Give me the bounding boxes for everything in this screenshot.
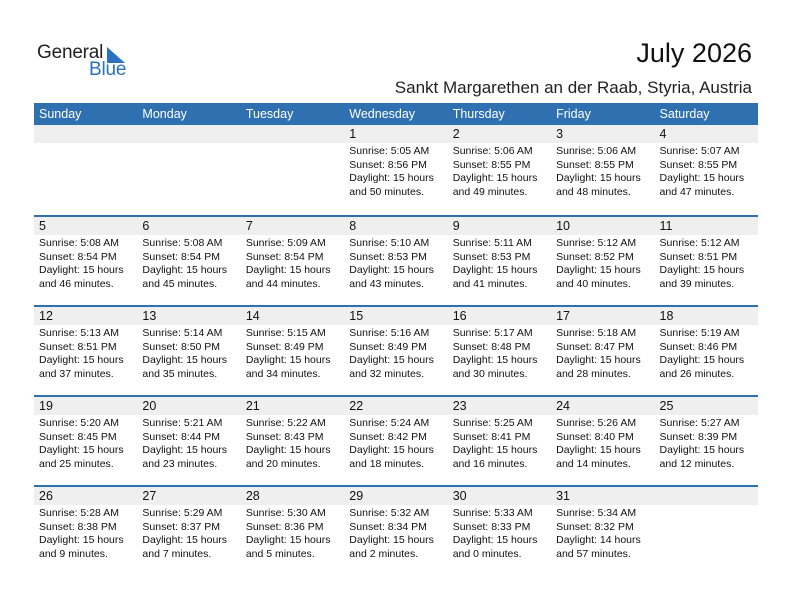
sunrise-text: Sunrise: 5:29 AM bbox=[142, 507, 223, 519]
day-number: 4 bbox=[659, 127, 667, 141]
minutes-text: and 37 minutes. bbox=[39, 367, 114, 380]
daylight-text: Daylight: 15 hours bbox=[349, 444, 434, 456]
day-number: 23 bbox=[452, 399, 467, 413]
day-cell bbox=[551, 143, 654, 199]
day-info-row bbox=[34, 505, 758, 561]
sunset-text: Sunset: 8:32 PM bbox=[556, 520, 634, 533]
day-number: 15 bbox=[349, 309, 364, 323]
day-cell bbox=[241, 415, 344, 471]
day-cell bbox=[344, 415, 447, 471]
day-cell bbox=[241, 235, 344, 291]
daylight-text: Daylight: 15 hours bbox=[556, 444, 641, 456]
day-number: 31 bbox=[556, 489, 571, 503]
sunset-text: Sunset: 8:54 PM bbox=[142, 250, 221, 263]
sunset-text: Sunset: 8:40 PM bbox=[556, 430, 634, 443]
location-subtitle: Sankt Margarethen an der Raab, Styria, Austria bbox=[394, 78, 752, 97]
sunset-text: Sunset: 8:51 PM bbox=[659, 250, 738, 263]
minutes-text: and 30 minutes. bbox=[452, 367, 528, 380]
daylight-text: Daylight: 15 hours bbox=[556, 172, 641, 184]
weekday-header-tuesday: Tuesday bbox=[245, 107, 294, 121]
daylight-text: Daylight: 15 hours bbox=[245, 534, 331, 546]
day-info-row bbox=[34, 143, 758, 199]
daylight-text: Daylight: 15 hours bbox=[349, 534, 434, 546]
day-cell bbox=[551, 235, 654, 291]
day-number: 25 bbox=[659, 399, 674, 413]
weekday-header-saturday: Saturday bbox=[659, 107, 710, 121]
day-number: 14 bbox=[245, 309, 260, 323]
sunset-text: Sunset: 8:53 PM bbox=[452, 250, 531, 263]
day-number: 6 bbox=[142, 219, 150, 233]
minutes-text: and 46 minutes. bbox=[39, 277, 114, 290]
sunset-text: Sunset: 8:53 PM bbox=[349, 250, 427, 263]
day-number: 19 bbox=[39, 399, 53, 413]
day-number: 22 bbox=[349, 399, 364, 413]
weekday-header-row bbox=[34, 103, 758, 125]
sunset-text: Sunset: 8:46 PM bbox=[659, 340, 738, 353]
daylight-text: Daylight: 15 hours bbox=[39, 444, 124, 456]
daylight-text: Daylight: 14 hours bbox=[556, 534, 641, 546]
daylight-text: Daylight: 15 hours bbox=[659, 264, 745, 276]
sunrise-text: Sunrise: 5:22 AM bbox=[245, 417, 326, 429]
day-cell bbox=[137, 505, 240, 561]
sunset-text: Sunset: 8:38 PM bbox=[39, 520, 117, 533]
day-cell bbox=[448, 143, 551, 199]
daylight-text: Daylight: 15 hours bbox=[245, 354, 331, 366]
week-row bbox=[34, 485, 758, 575]
sunrise-text: Sunrise: 5:15 AM bbox=[245, 327, 326, 339]
sunset-text: Sunset: 8:33 PM bbox=[452, 520, 531, 533]
weekday-header-monday: Monday bbox=[142, 107, 187, 121]
daylight-text: Daylight: 15 hours bbox=[452, 354, 538, 366]
sunset-text: Sunset: 8:43 PM bbox=[245, 430, 324, 443]
weekday-header-thursday: Thursday bbox=[452, 107, 505, 121]
day-cell bbox=[34, 415, 137, 471]
weekday-header-sunday: Sunday bbox=[39, 107, 82, 121]
day-number: 1 bbox=[349, 127, 357, 141]
sunrise-text: Sunrise: 5:32 AM bbox=[349, 507, 430, 519]
sunset-text: Sunset: 8:55 PM bbox=[556, 158, 634, 171]
day-info-row bbox=[34, 325, 758, 381]
minutes-text: and 34 minutes. bbox=[245, 367, 321, 380]
daylight-text: Daylight: 15 hours bbox=[39, 354, 124, 366]
minutes-text: and 48 minutes. bbox=[556, 185, 631, 198]
minutes-text: and 50 minutes. bbox=[349, 185, 424, 198]
day-cell bbox=[344, 235, 447, 291]
day-cell bbox=[551, 325, 654, 381]
minutes-text: and 23 minutes. bbox=[142, 457, 218, 470]
daylight-text: Daylight: 15 hours bbox=[349, 354, 434, 366]
sunrise-text: Sunrise: 5:12 AM bbox=[659, 237, 740, 249]
minutes-text: and 49 minutes. bbox=[452, 185, 528, 198]
date-strip bbox=[34, 487, 758, 505]
sunrise-text: Sunrise: 5:05 AM bbox=[349, 145, 430, 157]
minutes-text: and 40 minutes. bbox=[556, 277, 631, 290]
daylight-text: Daylight: 15 hours bbox=[659, 444, 745, 456]
date-strip bbox=[34, 307, 758, 325]
week-row bbox=[34, 395, 758, 485]
day-cell bbox=[448, 415, 551, 471]
sunrise-text: Sunrise: 5:16 AM bbox=[349, 327, 430, 339]
sunrise-text: Sunrise: 5:26 AM bbox=[556, 417, 637, 429]
sunrise-text: Sunrise: 5:09 AM bbox=[245, 237, 326, 249]
day-cell bbox=[655, 415, 758, 471]
minutes-text: and 57 minutes. bbox=[556, 547, 631, 560]
weeks-container bbox=[34, 125, 758, 575]
minutes-text: and 0 minutes. bbox=[452, 547, 522, 560]
sunset-text: Sunset: 8:47 PM bbox=[556, 340, 634, 353]
minutes-text: and 9 minutes. bbox=[39, 547, 108, 560]
sunset-text: Sunset: 8:42 PM bbox=[349, 430, 427, 443]
minutes-text: and 12 minutes. bbox=[659, 457, 735, 470]
daylight-text: Daylight: 15 hours bbox=[556, 354, 641, 366]
day-info-row bbox=[34, 415, 758, 471]
week-row bbox=[34, 305, 758, 395]
minutes-text: and 35 minutes. bbox=[142, 367, 218, 380]
day-number: 10 bbox=[556, 219, 571, 233]
daylight-text: Daylight: 15 hours bbox=[142, 264, 228, 276]
minutes-text: and 28 minutes. bbox=[556, 367, 631, 380]
sunrise-text: Sunrise: 5:10 AM bbox=[349, 237, 430, 249]
day-cell bbox=[448, 325, 551, 381]
day-cell bbox=[344, 325, 447, 381]
day-number: 21 bbox=[245, 399, 260, 413]
logo-text-general: General bbox=[37, 42, 104, 63]
day-number: 11 bbox=[659, 219, 673, 233]
sunrise-text: Sunrise: 5:24 AM bbox=[349, 417, 430, 429]
day-number: 28 bbox=[245, 489, 260, 503]
sunset-text: Sunset: 8:34 PM bbox=[349, 520, 427, 533]
day-cell bbox=[655, 235, 758, 291]
minutes-text: and 45 minutes. bbox=[142, 277, 218, 290]
sunrise-text: Sunrise: 5:14 AM bbox=[142, 327, 223, 339]
day-cell bbox=[344, 143, 447, 199]
date-strip bbox=[34, 397, 758, 415]
sunset-text: Sunset: 8:56 PM bbox=[349, 158, 427, 171]
sunrise-text: Sunrise: 5:06 AM bbox=[556, 145, 637, 157]
day-number: 8 bbox=[349, 219, 357, 233]
day-number: 3 bbox=[556, 127, 564, 141]
weekday-header-wednesday: Wednesday bbox=[349, 107, 416, 121]
minutes-text: and 2 minutes. bbox=[349, 547, 419, 560]
day-number: 26 bbox=[39, 489, 53, 503]
day-info-row bbox=[34, 235, 758, 291]
day-cell bbox=[551, 505, 654, 561]
sunrise-text: Sunrise: 5:20 AM bbox=[39, 417, 119, 429]
day-cell bbox=[655, 143, 758, 199]
minutes-text: and 14 minutes. bbox=[556, 457, 631, 470]
sunrise-text: Sunrise: 5:18 AM bbox=[556, 327, 637, 339]
date-strip bbox=[34, 125, 758, 143]
minutes-text: and 39 minutes. bbox=[659, 277, 735, 290]
day-number: 29 bbox=[349, 489, 364, 503]
week-row bbox=[34, 125, 758, 215]
sunrise-text: Sunrise: 5:08 AM bbox=[142, 237, 223, 249]
sunrise-text: Sunrise: 5:07 AM bbox=[659, 145, 740, 157]
day-cell bbox=[655, 505, 758, 561]
sunset-text: Sunset: 8:41 PM bbox=[452, 430, 531, 443]
sunset-text: Sunset: 8:37 PM bbox=[142, 520, 221, 533]
minutes-text: and 26 minutes. bbox=[659, 367, 735, 380]
day-number bbox=[655, 487, 758, 505]
weekday-header-friday: Friday bbox=[556, 107, 591, 121]
sunset-text: Sunset: 8:49 PM bbox=[349, 340, 427, 353]
sunset-text: Sunset: 8:51 PM bbox=[39, 340, 117, 353]
calendar-grid bbox=[34, 103, 758, 575]
logo-text-blue: Blue bbox=[89, 59, 127, 80]
sunset-text: Sunset: 8:55 PM bbox=[452, 158, 531, 171]
day-cell bbox=[34, 505, 137, 561]
day-cell bbox=[448, 235, 551, 291]
minutes-text: and 47 minutes. bbox=[659, 185, 735, 198]
daylight-text: Daylight: 15 hours bbox=[452, 444, 538, 456]
minutes-text: and 32 minutes. bbox=[349, 367, 424, 380]
day-number: 2 bbox=[452, 127, 460, 141]
day-number: 24 bbox=[556, 399, 571, 413]
day-cell bbox=[655, 325, 758, 381]
daylight-text: Daylight: 15 hours bbox=[142, 354, 228, 366]
sunrise-text: Sunrise: 5:25 AM bbox=[452, 417, 533, 429]
day-number: 27 bbox=[142, 489, 157, 503]
sunrise-text: Sunrise: 5:06 AM bbox=[452, 145, 533, 157]
day-cell bbox=[137, 235, 240, 291]
day-number: 16 bbox=[452, 309, 467, 323]
day-number bbox=[137, 125, 240, 143]
sunrise-text: Sunrise: 5:19 AM bbox=[659, 327, 740, 339]
minutes-text: and 43 minutes. bbox=[349, 277, 424, 290]
day-cell bbox=[34, 235, 137, 291]
sunrise-text: Sunrise: 5:12 AM bbox=[556, 237, 637, 249]
day-number: 17 bbox=[556, 309, 571, 323]
daylight-text: Daylight: 15 hours bbox=[39, 534, 124, 546]
daylight-text: Daylight: 15 hours bbox=[142, 444, 228, 456]
sunrise-text: Sunrise: 5:17 AM bbox=[452, 327, 533, 339]
sunrise-text: Sunrise: 5:28 AM bbox=[39, 507, 119, 519]
daylight-text: Daylight: 15 hours bbox=[659, 354, 745, 366]
minutes-text: and 20 minutes. bbox=[245, 457, 321, 470]
date-strip bbox=[34, 217, 758, 235]
daylight-text: Daylight: 15 hours bbox=[245, 264, 331, 276]
daylight-text: Daylight: 15 hours bbox=[556, 264, 641, 276]
day-number bbox=[34, 125, 137, 143]
minutes-text: and 16 minutes. bbox=[452, 457, 528, 470]
day-number: 30 bbox=[452, 489, 467, 503]
day-number bbox=[241, 125, 344, 143]
sunrise-text: Sunrise: 5:34 AM bbox=[556, 507, 637, 519]
day-cell bbox=[448, 505, 551, 561]
day-cell bbox=[137, 415, 240, 471]
sunrise-text: Sunrise: 5:30 AM bbox=[245, 507, 326, 519]
day-cell bbox=[344, 505, 447, 561]
sunrise-text: Sunrise: 5:21 AM bbox=[142, 417, 223, 429]
minutes-text: and 5 minutes. bbox=[245, 547, 315, 560]
sunset-text: Sunset: 8:50 PM bbox=[142, 340, 221, 353]
day-number: 13 bbox=[142, 309, 157, 323]
minutes-text: and 41 minutes. bbox=[452, 277, 528, 290]
sunset-text: Sunset: 8:48 PM bbox=[452, 340, 531, 353]
daylight-text: Daylight: 15 hours bbox=[452, 534, 538, 546]
day-cell bbox=[241, 143, 344, 199]
sunrise-text: Sunrise: 5:33 AM bbox=[452, 507, 533, 519]
sunset-text: Sunset: 8:52 PM bbox=[556, 250, 634, 263]
day-cell bbox=[137, 325, 240, 381]
page-title: July 2026 bbox=[636, 38, 752, 68]
day-number: 12 bbox=[39, 309, 53, 323]
sunset-text: Sunset: 8:44 PM bbox=[142, 430, 221, 443]
day-number: 9 bbox=[452, 219, 460, 233]
sunset-text: Sunset: 8:36 PM bbox=[245, 520, 324, 533]
minutes-text: and 25 minutes. bbox=[39, 457, 114, 470]
sunrise-text: Sunrise: 5:11 AM bbox=[452, 237, 532, 249]
daylight-text: Daylight: 15 hours bbox=[659, 172, 745, 184]
sunset-text: Sunset: 8:55 PM bbox=[659, 158, 738, 171]
daylight-text: Daylight: 15 hours bbox=[452, 172, 538, 184]
day-number: 5 bbox=[39, 219, 46, 233]
sunset-text: Sunset: 8:54 PM bbox=[39, 250, 117, 263]
daylight-text: Daylight: 15 hours bbox=[39, 264, 124, 276]
sunset-text: Sunset: 8:39 PM bbox=[659, 430, 738, 443]
daylight-text: Daylight: 15 hours bbox=[142, 534, 228, 546]
sunrise-text: Sunrise: 5:27 AM bbox=[659, 417, 740, 429]
sunset-text: Sunset: 8:45 PM bbox=[39, 430, 117, 443]
day-cell bbox=[241, 505, 344, 561]
day-cell bbox=[241, 325, 344, 381]
sunrise-text: Sunrise: 5:13 AM bbox=[39, 327, 119, 339]
day-number: 7 bbox=[245, 219, 253, 233]
week-row bbox=[34, 215, 758, 305]
day-number: 20 bbox=[142, 399, 157, 413]
daylight-text: Daylight: 15 hours bbox=[245, 444, 331, 456]
day-cell bbox=[34, 143, 137, 199]
sunrise-text: Sunrise: 5:08 AM bbox=[39, 237, 119, 249]
minutes-text: and 18 minutes. bbox=[349, 457, 424, 470]
minutes-text: and 7 minutes. bbox=[142, 547, 212, 560]
daylight-text: Daylight: 15 hours bbox=[349, 264, 434, 276]
day-cell bbox=[34, 325, 137, 381]
day-cell bbox=[551, 415, 654, 471]
daylight-text: Daylight: 15 hours bbox=[349, 172, 434, 184]
generalblue-logo bbox=[37, 42, 137, 82]
sunset-text: Sunset: 8:54 PM bbox=[245, 250, 324, 263]
day-cell bbox=[137, 143, 240, 199]
sunset-text: Sunset: 8:49 PM bbox=[245, 340, 324, 353]
minutes-text: and 44 minutes. bbox=[245, 277, 321, 290]
daylight-text: Daylight: 15 hours bbox=[452, 264, 538, 276]
day-number: 18 bbox=[659, 309, 674, 323]
